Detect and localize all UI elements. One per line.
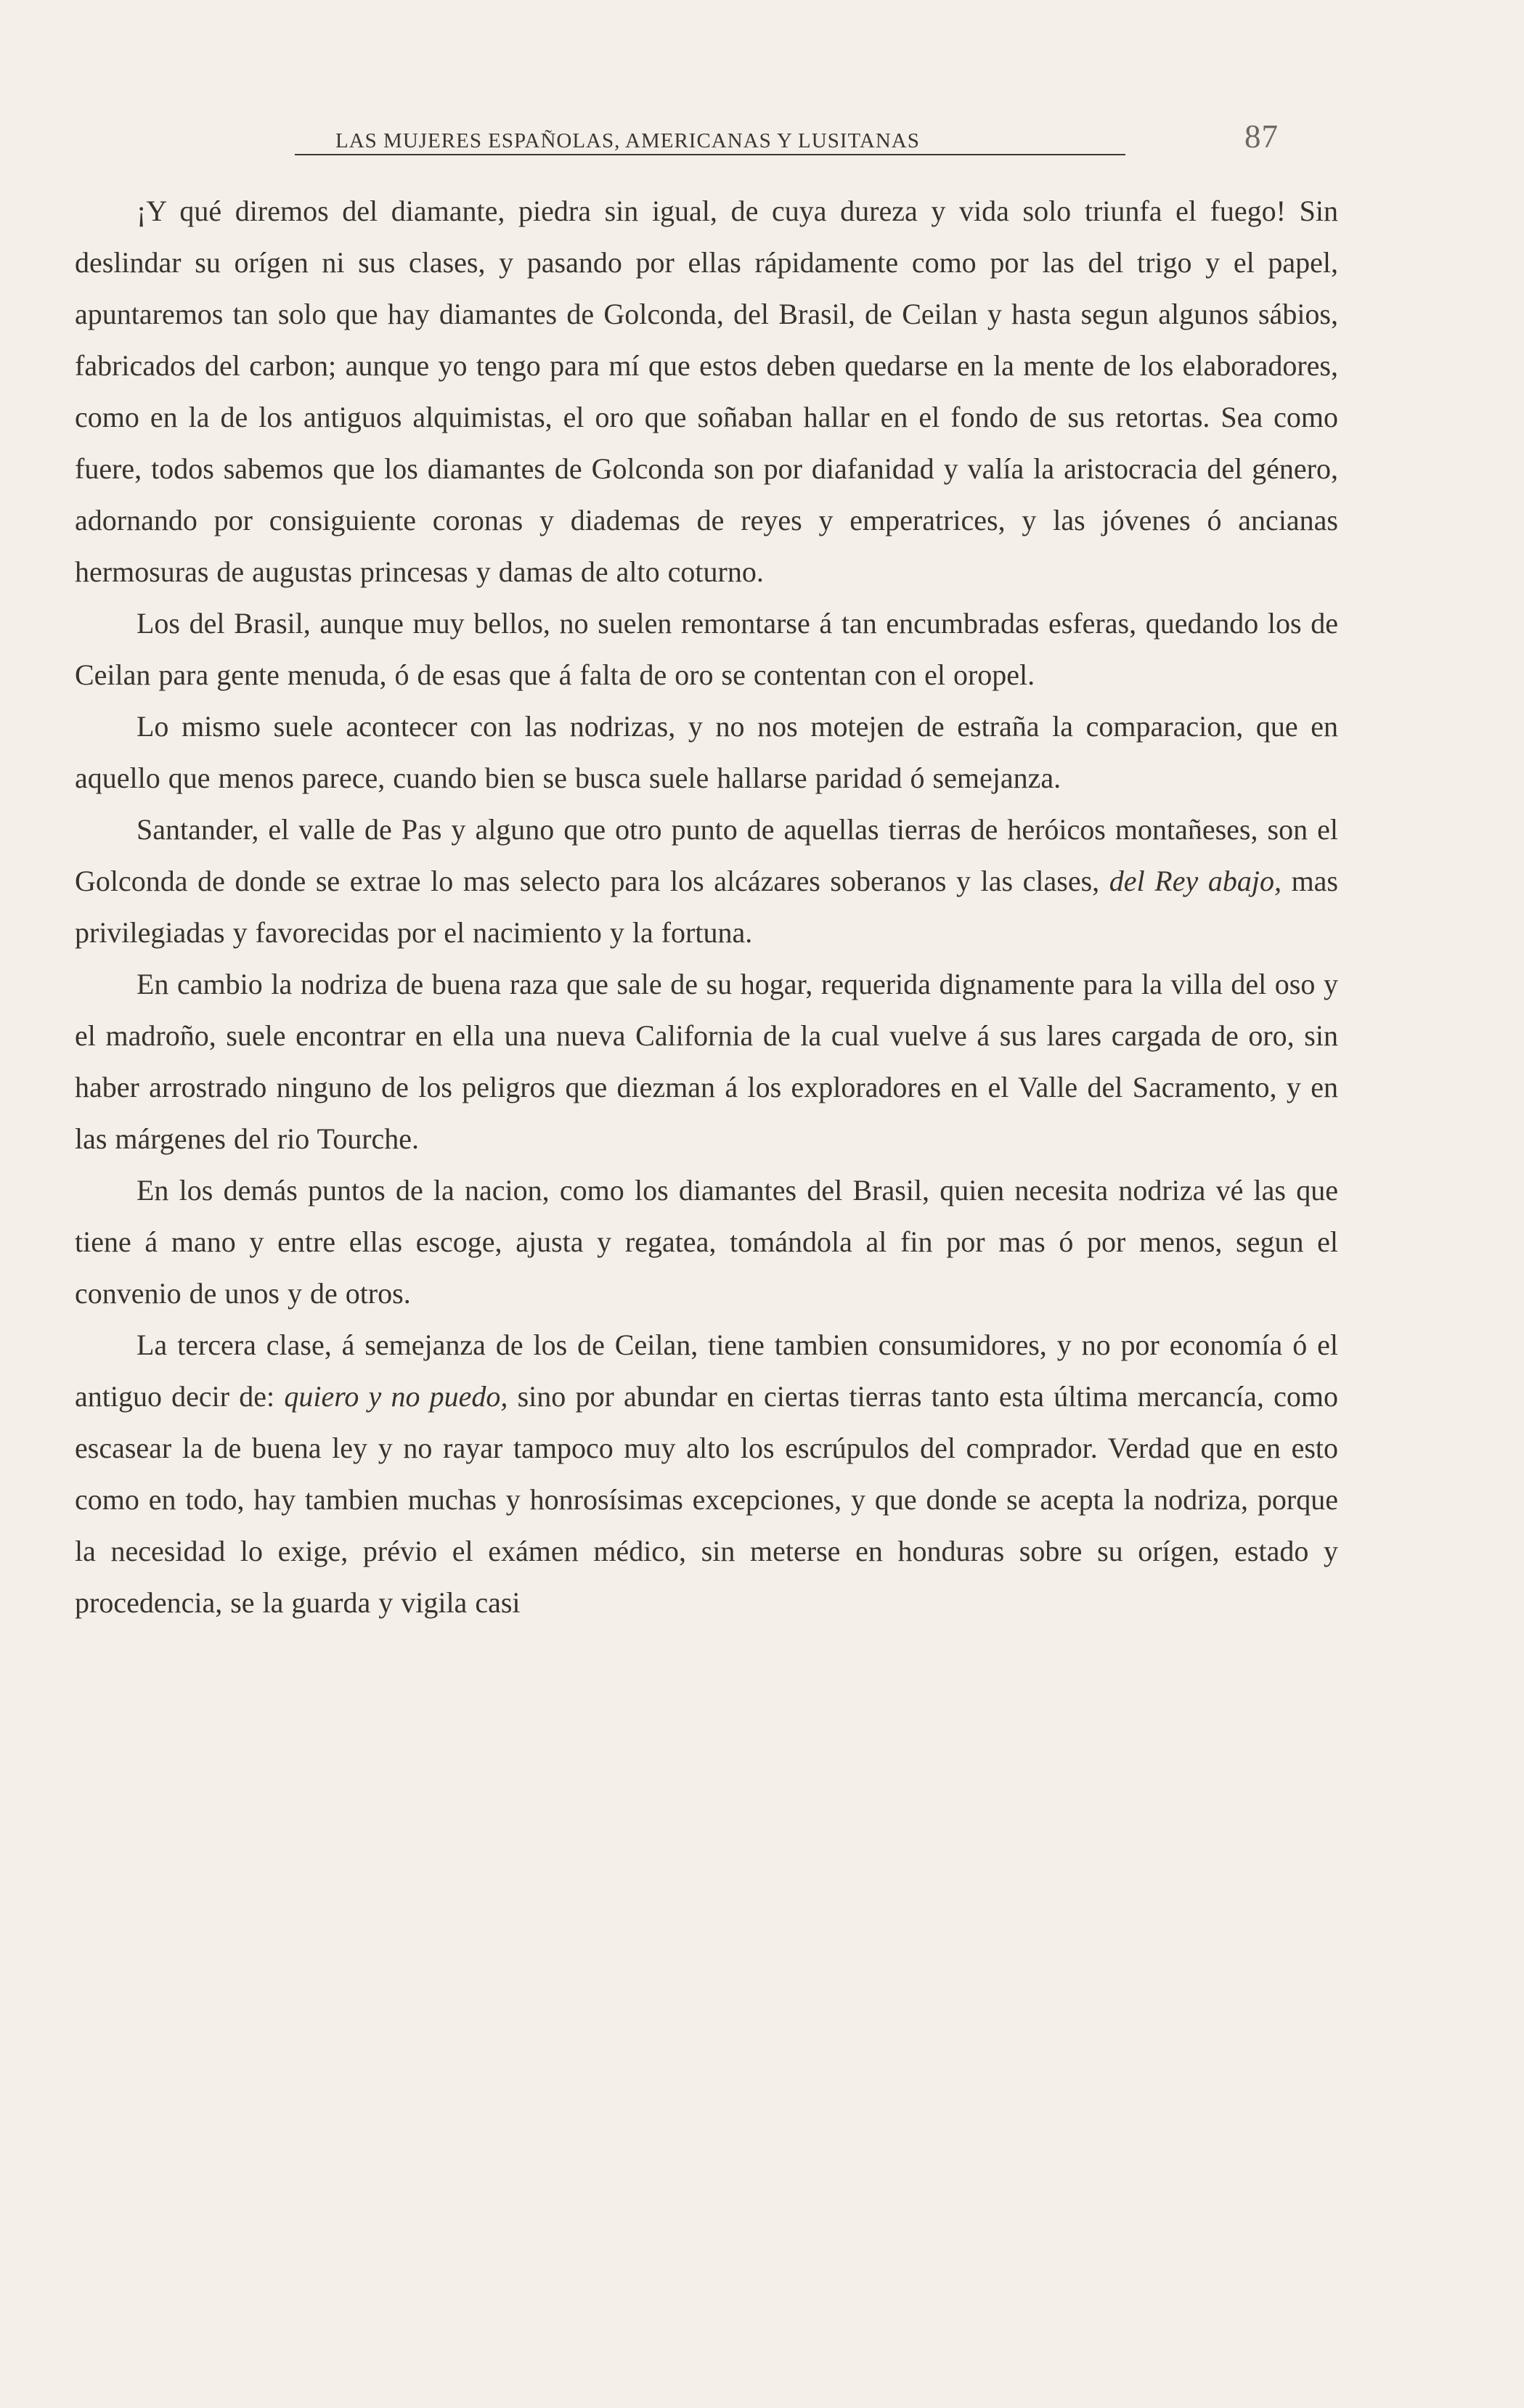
paragraph-brazil: Los del Brasil, aunque muy bellos, no suelen remontarse á tan encumbradas esferas, quedando los de Ceilan para gente menuda, ó de esas que á falta de oro se contentan con el oropel. bbox=[75, 607, 1338, 691]
paragraph-demas-puntos: En los demás puntos de la nacion, como los diamantes del Brasil, quien necesita nodriza vé las que tiene á mano y entre ellas escoge, ajusta y regatea, tomándola al fin por mas ó por menos, segun el convenio de unos y de otros. bbox=[75, 1174, 1338, 1310]
paragraph-santander-after: mas privilegiadas y favorecidas por el nacimiento y la fortuna. bbox=[75, 865, 1339, 949]
paragraph-santander-before: Santander, el valle de Pas y alguno que otro punto de aquellas tierras de heróicos montañeses, son el Golconda de donde se extrae lo mas selecto para los alcázares soberanos y las clases, bbox=[75, 813, 1338, 897]
paragraph-tercera-before: La tercera clase, á semejanza de los de Ceilan, tiene tambien consumidores, y no por economía ó el antiguo decir de: bbox=[75, 1329, 1338, 1413]
running-header bbox=[335, 118, 1279, 166]
paragraph-california: En cambio la nodriza de buena raza que sale de su hogar, requerida dignamente para la villa del oso y el madroño, suele encontrar en ella una nueva California de la cual vuelve á sus lares cargada de oro, sin haber arrostrado ninguno de los peligros que diezman á los exploradores en el Valle del Sacramento, y en las márgenes del rio Tourche. bbox=[75, 968, 1338, 1155]
paragraph-tercera-clase bbox=[75, 1319, 1338, 1628]
italic-phrase-del-rey: del Rey abajo, bbox=[1109, 865, 1281, 897]
running-title: LAS MUJERES ESPAÑOLAS, AMERICANAS Y LUSITANAS bbox=[335, 129, 920, 152]
paragraph-santander bbox=[75, 804, 1338, 958]
italic-phrase-quiero: quiero y no puedo, bbox=[284, 1380, 508, 1413]
page-number: 87 bbox=[1244, 118, 1279, 155]
header-rule bbox=[295, 154, 1125, 155]
body-text bbox=[75, 185, 1338, 1628]
paragraph-diamonds: ¡Y qué diremos del diamante, piedra sin igual, de cuya dureza y vida solo triunfa el fuego! Sin deslindar su orígen ni sus clases, y pasando por ellas rápidamente como por las del trigo y el papel, apuntaremos tan solo que hay diamantes de Golconda, del Brasil, de Ceilan y hasta segun algunos sábios, fabricados del carbon; aunque yo tengo para mí que estos deben quedarse en la mente de los elaboradores, como en la de los antiguos alquimistas, el oro que soñaban hallar en el fondo de sus retortas. Sea como fuere, todos sabemos que los diamantes de Golconda son por diafanidad y valía la aristocracia del género, adornando por consiguiente coronas y diademas de reyes y emperatrices, y las jóvenes ó ancianas hermosuras de augustas princesas y damas de alto coturno. bbox=[75, 195, 1338, 588]
paragraph-nodrizas: Lo mismo suele acontecer con las nodrizas, y no nos motejen de estraña la comparacion, que en aquello que menos parece, cuando bien se busca suele hallarse paridad ó semejanza. bbox=[75, 710, 1338, 794]
paragraph-tercera-after: sino por abundar en ciertas tierras tanto esta última mercancía, como escasear la de buena ley y no rayar tampoco muy alto los escrúpulos del comprador. Verdad que en esto como en todo, hay tambien muchas y honrosísimas excepciones, y que donde se acepta la nodriza, porque la necesidad lo exige, prévio el exámen médico, sin meterse en honduras sobre su orígen, estado y procedencia, se la guarda y vigila casi bbox=[75, 1380, 1338, 1619]
